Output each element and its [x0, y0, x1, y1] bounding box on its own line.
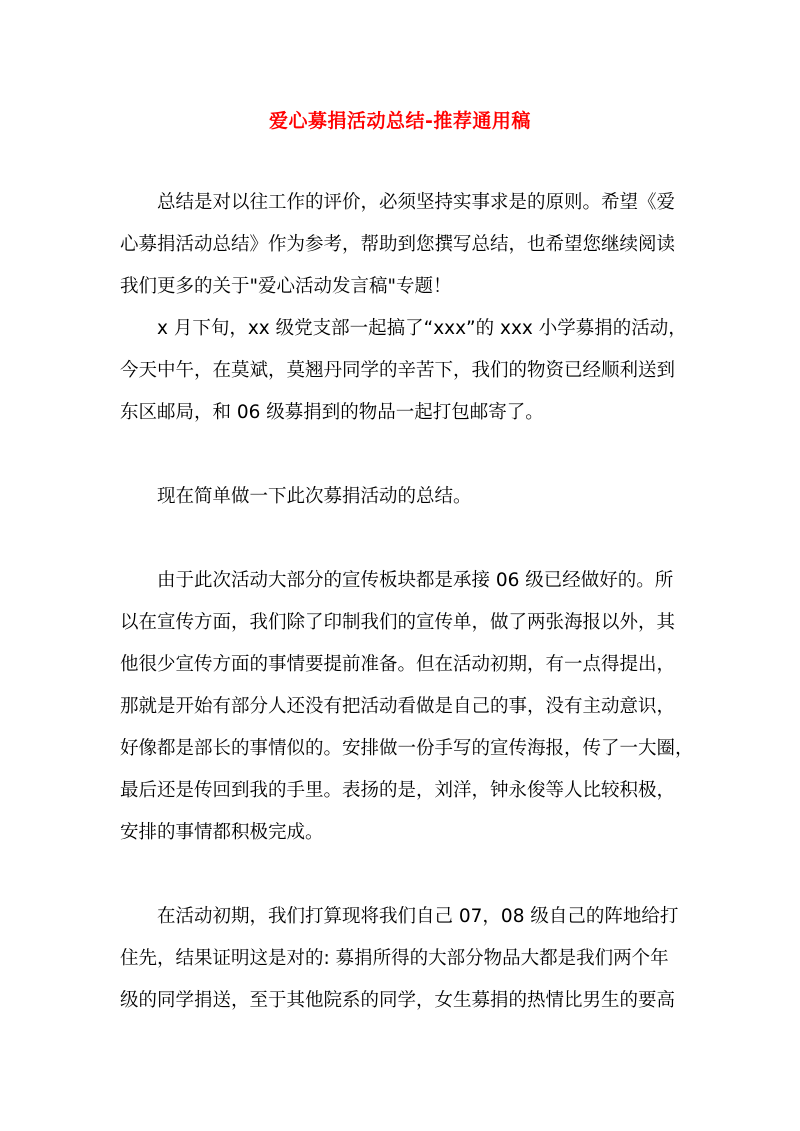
paragraph-4-line-1: 由于此次活动大部分的宣传板块都是承接 06 级已经做好的。所 — [157, 570, 674, 591]
paragraph-3-line-1: 现在简单做一下此次募捐活动的总结。 — [157, 486, 472, 507]
paragraph-4-line-4: 那就是开始有部分人还没有把活动看做是自己的事，没有主动意识， — [120, 696, 676, 717]
paragraph-4-line-7: 安排的事情都积极完成。 — [120, 822, 324, 843]
paragraph-1-line-2: 心募捐活动总结》作为参考，帮助到您撰写总结，也希望您继续阅读 — [120, 234, 676, 255]
paragraph-2-line-1: x 月下旬，xx 级党支部一起搞了“xxx”的 xxx 小学募捐的活动， — [157, 318, 687, 339]
paragraph-2-line-3: 东区邮局，和 06 级募捐到的物品一起打包邮寄了。 — [120, 402, 544, 423]
paragraph-2-line-2: 今天中午，在莫斌，莫翘丹同学的辛苦下，我们的物资已经顺利送到 — [120, 360, 676, 381]
paragraph-5-line-3: 级的同学捐送，至于其他院系的同学，女生募捐的热情比男生的要高 — [120, 990, 676, 1011]
paragraph-1-line-1: 总结是对以往工作的评价，必须坚持实事求是的原则。希望《爱 — [157, 192, 676, 213]
paragraph-1-line-3: 我们更多的关于"爱心活动发言稿"专题！ — [120, 276, 452, 297]
paragraph-4-line-5: 好像都是部长的事情似的。安排做一份手写的宣传海报，传了一大圈， — [120, 738, 694, 759]
document-title: 爱心募捐活动总结-推荐通用稿 — [269, 110, 531, 132]
paragraph-5-line-2: 住先，结果证明这是对的: 募捐所得的大部分物品大都是我们两个年 — [120, 948, 669, 969]
paragraph-4-line-3: 他很少宣传方面的事情要提前准备。但在活动初期，有一点得提出， — [120, 654, 676, 675]
paragraph-4-line-2: 以在宣传方面，我们除了印制我们的宣传单，做了两张海报以外，其 — [120, 612, 676, 633]
paragraph-5-line-1: 在活动初期，我们打算现将我们自己 07，08 级自己的阵地给打 — [157, 906, 679, 927]
paragraph-4-line-6: 最后还是传回到我的手里。表扬的是，刘洋，钟永俊等人比较积极， — [120, 780, 676, 801]
